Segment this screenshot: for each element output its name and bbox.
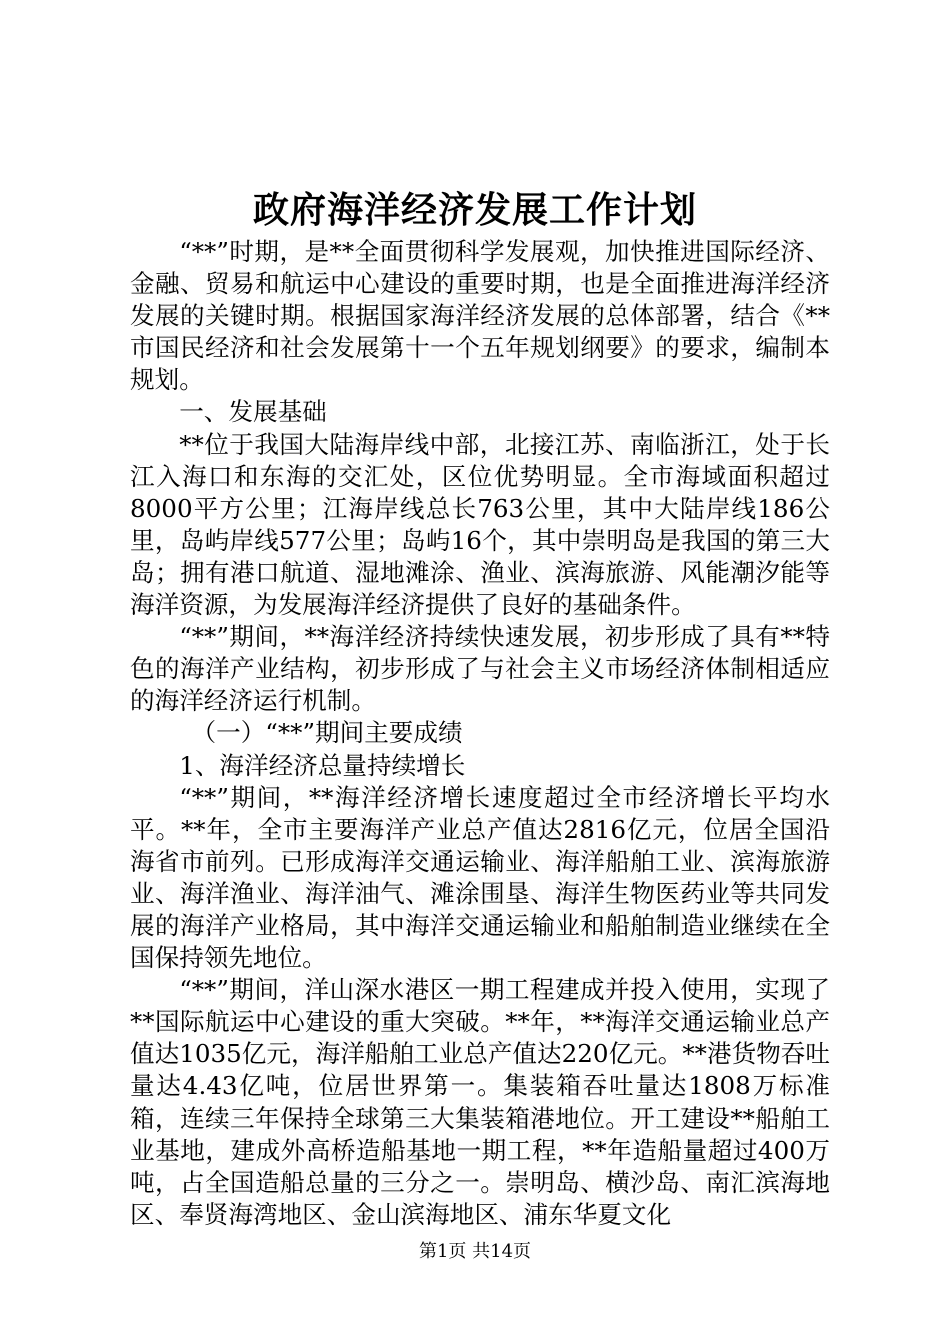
document-body (130, 236, 830, 1231)
page-footer: 第1页 共14页 (418, 1241, 532, 1262)
section-heading: 1、海洋经济总量持续增长 (179, 750, 466, 780)
body-paragraph: “**”时期，是**全面贯彻科学发展观，加快推进国际经济、金融、贸易和航运中心建设的重要时期，也是全面推进海洋经济发展的关键时期。根据国家海洋经济发展的总体部署，结合《**市国民经济和社会发展第十一个五年规划纲要》的要求，编制本规划。 (130, 237, 830, 395)
body-paragraph: **位于我国大陆海岸线中部，北接江苏、南临浙江，处于长江入海口和东海的交汇处，区位优势明显。全市海域面积超过8000平方公里；江海岸线总长763公里，其中大陆岸线186公里，岛屿岸线577公里；岛屿16个，其中崇明岛是我国的第三大岛；拥有港口航道、湿地滩涂、渔业、滨海旅游、风能潮汐能等海洋资源，为发展海洋经济提供了良好的基础条件。 (130, 429, 830, 620)
body-paragraph: “**”期间，**海洋经济持续快速发展，初步形成了具有**特色的海洋产业结构，初步形成了与社会主义市场经济体制相适应的海洋经济运行机制。 (130, 622, 830, 716)
body-paragraph: “**”期间，洋山深水港区一期工程建成并投入使用，实现了**国际航运中心建设的重大突破。**年，**海洋交通运输业总产值达1035亿元，海洋船舶工业总产值达220亿元。**港货物吞吐量达4.43亿吨，位居世界第一。集装箱吞吐量达1808万标准箱，连续三年保持全球第三大集装箱港地位。开工建设**船舶工业基地，建成外高桥造船基地一期工程，**年造船量超过400万吨，占全国造船总量的三分之一。崇明岛、横沙岛、南汇滨海地区、奉贤海湾地区、金山滨海地区、浦东华夏文化 (130, 975, 830, 1229)
body-paragraph: “**”期间，**海洋经济增长速度超过全市经济增长平均水平。**年，全市主要海洋产业总产值达2816亿元，位居全国沿海省市前列。已形成海洋交通运输业、海洋船舶工业、滨海旅游业、海洋渔业、海洋油气、滩涂围垦、海洋生物医药业等共同发展的海洋产业格局，其中海洋交通运输业和船舶制造业继续在全国保持领先地位。 (130, 782, 830, 973)
section-heading: 一、发展基础 (179, 397, 327, 427)
document-title: 政府海洋经济发展工作计划 (252, 189, 697, 231)
section-subheading: （一）“**”期间主要成绩 (191, 718, 463, 748)
